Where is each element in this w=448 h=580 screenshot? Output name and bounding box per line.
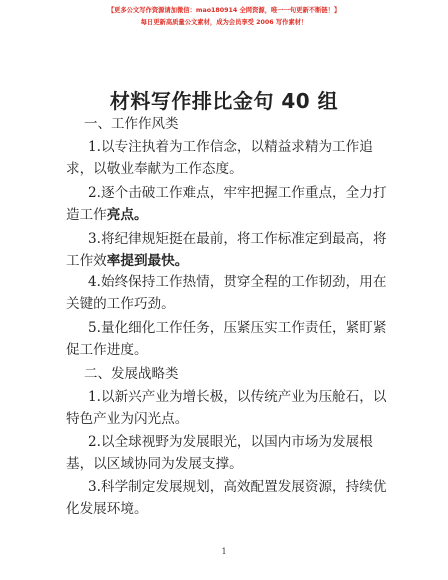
list-item: [66, 136, 398, 180]
item-text: 1.以新兴产业为增长极，以传统产业为压舱石，以特色产业为闪光点。: [66, 389, 387, 427]
item-text: 5.量化细化工作任务，压紧压实工作责任，紧盯紧促工作进度。: [66, 320, 387, 358]
list-item: [66, 182, 398, 226]
list-item: [66, 228, 398, 272]
item-emphasis: 亮点。: [106, 207, 148, 223]
list-item: [66, 317, 398, 361]
item-text: 2.逐个击破工作难点，牢牢把握工作重点，全力打造工作: [66, 185, 387, 223]
section-heading-1: 一、工作作风类: [84, 116, 179, 132]
item-text: 2.以全球视野为发展眼光，以国内市场为发展根基，以区域协同为发展支撑。: [66, 434, 373, 472]
item-text: 4.始终保持工作热情，贯穿全程的工作韧劲，用在关键的工作巧劲。: [66, 274, 387, 312]
header-banner: [0, 6, 448, 28]
list-item: [66, 386, 398, 430]
section-heading-2: 二、发展战略类: [84, 366, 179, 382]
item-emphasis: 率提到最快。: [106, 253, 189, 269]
list-item: [66, 431, 398, 475]
item-text: 3.科学制定发展规划，高效配置发展资源，持续优化发展环境。: [66, 479, 387, 517]
banner-line-2: 每日更新高质量公文素材，成为会员享受 2006 写作素材！: [140, 19, 308, 26]
list-item: [66, 271, 398, 315]
document-title: 材料写作排比金句 40 组: [109, 89, 339, 113]
list-item: [66, 476, 398, 520]
banner-line-1: 【更多公文写作资源请加微信：mao180914 全网资源，唯一一句更新不断链！】: [107, 7, 341, 14]
page-number: 1: [221, 547, 227, 556]
item-text: 1.以专注执着为工作信念，以精益求精为工作追求，以敬业奉献为工作态度。: [66, 139, 373, 177]
item-text: 3.将纪律规矩挺在最前，将工作标准定到最高，将工作效: [66, 231, 387, 269]
